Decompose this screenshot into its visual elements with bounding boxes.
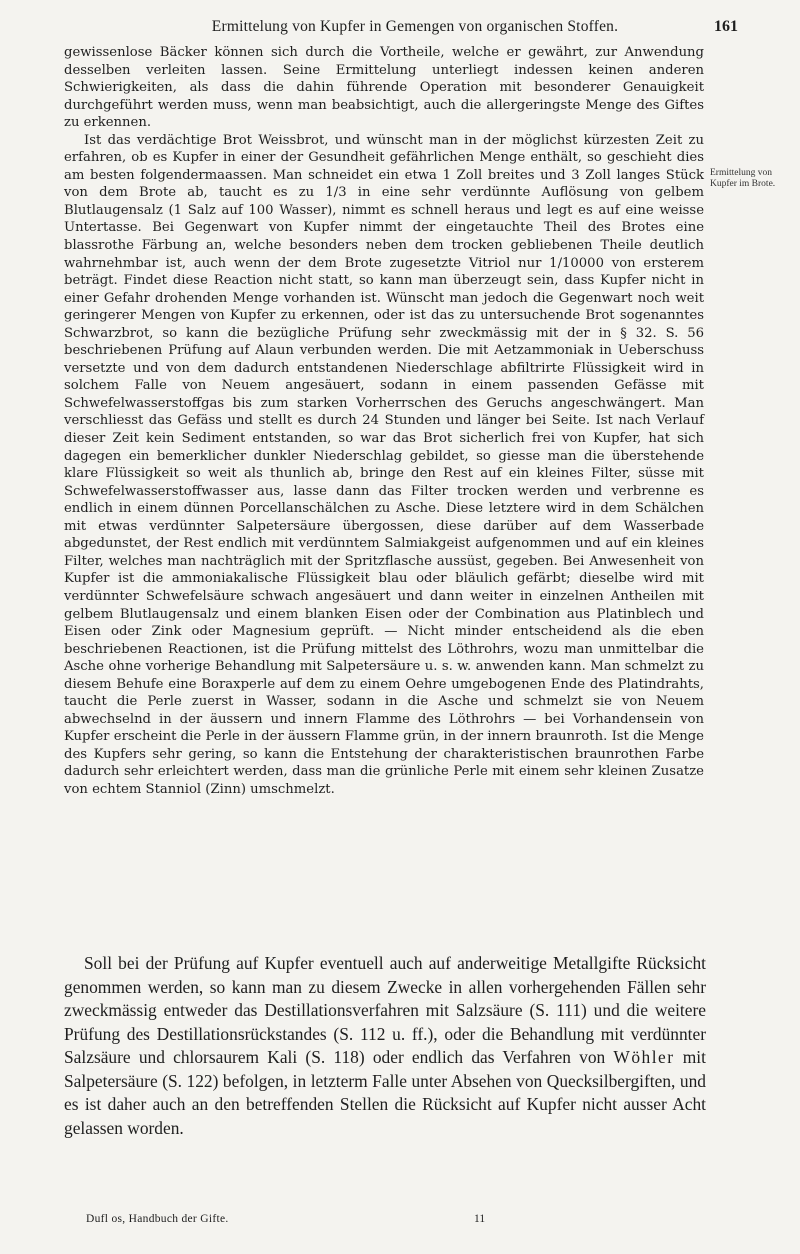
large-paragraph-text: Soll bei der Prüfung auf Kupfer eventuell auch auf anderweitige Metallgifte Rücksicht genommen werden, so kann man zu diesem Zwecke in allen vorhergehenden Fällen sehr zweckmässig entweder das Destillationsverfahren mit Salzsäure (S. 111) und die weitere Prüfung des Destillationsrückstandes (S. 112 u. ff.), oder die Behandlung mit verdünnter Salzsäure und chlorsaurem Kali (S. 118) oder endlich das Verfahren von [64,953,706,1067]
margin-note: Ermittelung von Kupfer im Brote. [710,168,776,189]
page-footer [64,1213,704,1231]
paragraph: Ist das verdächtige Brot Weissbrot, und wünscht man in der möglichst kürzesten Zeit zu erfahren, ob es Kupfer in einer der Gesundheit gefährlichen Menge enthält, so geschieht dies am besten folgendermaassen. Man schneidet ein etwa 1 Zoll breites und 3 Zoll langes Stück von dem Brote ab, taucht es zu 1/3 in eine sehr verdünnte Auflösung von gelbem Blutlaugensalz (1 Salz auf 100 Wasser), nimmt es schnell heraus und legt es auf eine weisse Untertasse. Bei Gegenwart von Kupfer nimmt der eingetauchte Theil des Brotes eine blassrothe Färbung an, welche besonders neben dem trocken gebliebenen Theile deutlich wahrnehmbar ist, auch wenn der dem Brote zugesetzte Vitriol nur 1/10000 von ersterem beträgt. Findet diese Reaction nicht statt, so kann man überzeugt sein, dass Kupfer nicht in einer Gefahr drohenden Menge vorhanden ist. Wünscht man jedoch die Gegenwart noch weit geringerer Mengen von Kupfer zu erkennen, oder ist das zu untersuchende Brot sogenanntes Schwarzbrot, so kann die bezügliche Prüfung sehr zweckmässig mit der in § 32. S. 56 beschriebenen Prüfung auf Alaun verbunden werden. Die mit Aetzammoniak in Ueberschuss versetzte und von dem dadurch entstandenen Niederschlage abfiltrirte Flüssigkeit wird in solchem Falle von Neuem angesäuert, sodann in einem passenden Gefässe mit Schwefelwasserstoffgas bis zum starken Vorherrschen des Geruchs angeschwängert. Man verschliesst das Gefäss und stellt es durch 24 Stunden und länger bei Seite. Ist nach Verlauf dieser Zeit kein Sediment entstanden, so war das Brot sicherlich frei von Kupfer, hat sich dagegen ein bemerklicher dunkler Niederschlag gebildet, so giesse man die überstehende klare Flüssigkeit so weit als thunlich ab, bringe den Rest auf ein kleines Filter, süsse mit Schwefelwasserstoffwasser aus, lasse dann das Filter trocken werden und verbrenne es endlich in einem dünnen Porcellanschälchen zu Asche. Diese letztere wird in dem Schälchen mit etwas verdünnter Salpetersäure übergossen, diese darüber auf dem Wasserbade abgedunstet, der Rest endlich mit verdünntem Salmiakgeist aufgenommen und auf ein kleines Filter, welches man nachträglich mit der Spritzflasche aussüst, gegeben. Bei Anwesenheit von Kupfer ist die ammoniakalische Flüssigkeit blau oder bläulich gefärbt; dieselbe wird mit verdünnter Schwefelsäure schwach angesäuert und dann weiter in einzelnen Antheilen mit gelbem Blutlaugensalz und einem blanken Eisen oder der Combination aus Platinblech und Eisen oder Zink oder Magnesium geprüft. — Nicht minder entscheidend als die eben beschriebenen Reactionen, ist die Prüfung mittelst des Löthrohrs, wozu man unmittelbar die Asche ohne vorherige Behandlung mit Salpetersäure u. s. w. anwenden kann. Man schmelzt zu diesem Behufe eine Boraxperle auf dem zu einem Oehre umgebogenen Ende des Platindrahts, taucht die Perle zuerst in Wasser, sodann in die Asche und schmelzt sie von Neuem abwechselnd in der äussern und innern Flamme des Löthrohrs — bei Vorhandensein von Kupfer erscheint die Perle in der äussern Flamme grün, in der innern braunroth. Ist die Menge des Kupfers sehr gering, so kann die Entstehung der charakteristischen braunrothen Farbe dadurch sehr erleichtert werden, dass man die grünliche Perle mit einem sehr kleinen Zusatze von echtem Stanniol (Zinn) umschmelzt. [64,132,704,797]
running-title: Ermittelung von Kupfer in Gemengen von organischen Stoffen. [211,18,619,35]
footer-citation: Dufl os, Handbuch der Gifte. [86,1213,229,1225]
page-number: 161 [714,18,738,35]
large-print-paragraph [64,952,706,1140]
signature-mark: 11 [474,1213,486,1225]
large-paragraph [64,952,706,1140]
page-header [92,18,738,42]
body-text [64,44,704,799]
paragraph: gewissenlose Bäcker können sich durch die Vortheile, welche er gewährt, zur Anwendung desselben verleiten lassen. Seine Ermittelung unterliegt indessen keinen anderen Schwierigkeiten, als dass die dahin führende Operation mit besonderer Genauigkeit durchgeführt werden muss, wenn man beabsichtigt, auch die allergeringste Menge des Giftes zu erkennen. [64,45,704,131]
large-paragraph-text: mit Salpetersäure (S. 122) befolgen, in letzterm Falle unter Absehen von Quecksilbergiften, und es ist daher auch an den betreffenden Stellen die Rücksicht auf Kupfer nicht ausser Acht gelassen worden. [64,1047,706,1138]
author-name: Wöhler [613,1047,675,1067]
